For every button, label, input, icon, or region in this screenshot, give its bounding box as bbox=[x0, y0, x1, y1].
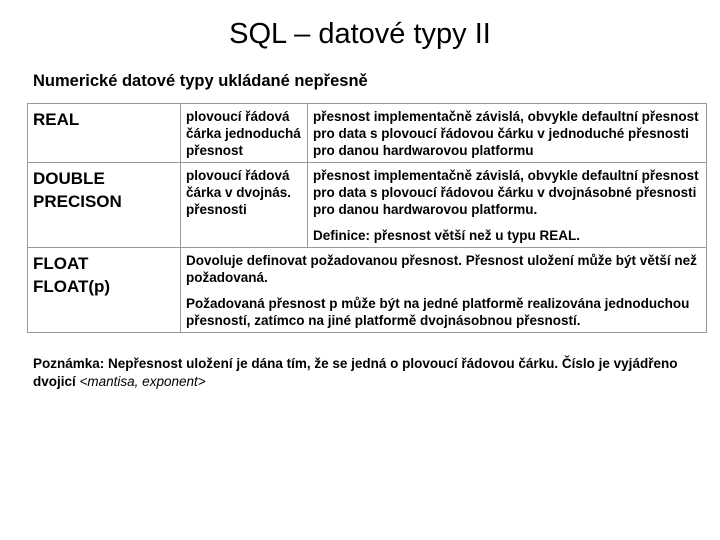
type-name: REAL bbox=[33, 110, 80, 129]
note-label: Poznámka: bbox=[33, 356, 105, 371]
type-name: PRECISON bbox=[33, 192, 122, 211]
table-row bbox=[28, 163, 707, 248]
definition-text: Definice: přesnost větší než u typu REAL. bbox=[313, 228, 581, 243]
type-name: FLOAT(p) bbox=[33, 277, 111, 296]
detail-cell bbox=[308, 163, 707, 248]
type-name-cell bbox=[28, 163, 181, 248]
type-name-cell bbox=[28, 104, 181, 163]
table-row bbox=[28, 104, 707, 163]
detail-text: přesnost implementačně závislá, obvykle defaultní přesnost pro data s plovoucí řádovou čárku v dvojnásobné přesnosti pro danou hardwarovou platformu. bbox=[313, 168, 699, 217]
type-name: FLOAT bbox=[33, 254, 89, 273]
detail-text: Dovoluje definovat požadovanou přesnost. Přesnost uložení může být větší než požadovaná. bbox=[186, 253, 697, 285]
note-pair: <mantisa, exponent> bbox=[79, 374, 206, 389]
short-description-cell bbox=[181, 163, 308, 248]
detail-cell bbox=[308, 104, 707, 163]
numeric-types-table bbox=[27, 103, 707, 333]
short-description-cell bbox=[181, 104, 308, 163]
short-description: plovoucí řádová čárka jednoduchá přesnost bbox=[186, 109, 301, 158]
type-name: DOUBLE bbox=[33, 169, 105, 188]
note-text: Nepřesnost uložení je dána tím, že se jedná o plovoucí řádovou čárku. Číslo je vyjádřeno dvojicí bbox=[33, 356, 678, 389]
table-row bbox=[28, 248, 707, 333]
page-title: SQL – datové typy II bbox=[229, 18, 491, 50]
section-subtitle: Numerické datové typy ukládané nepřesně bbox=[33, 72, 368, 90]
short-description: plovoucí řádová čárka v dvojnás. přesnosti bbox=[186, 168, 292, 217]
detail-text: Požadovaná přesnost p může být na jedné platformě realizována jednoduchou přesností, zatímco na jiné platformě dvojnásobnou přesností. bbox=[186, 296, 690, 328]
type-name-cell bbox=[28, 248, 181, 333]
note bbox=[33, 355, 713, 391]
detail-text: přesnost implementačně závislá, obvykle defaultní přesnost pro data s plovoucí řádovou čárku v jednoduché přesnosti pro danou hardwarovou platformu bbox=[313, 109, 699, 158]
detail-cell bbox=[181, 248, 707, 333]
